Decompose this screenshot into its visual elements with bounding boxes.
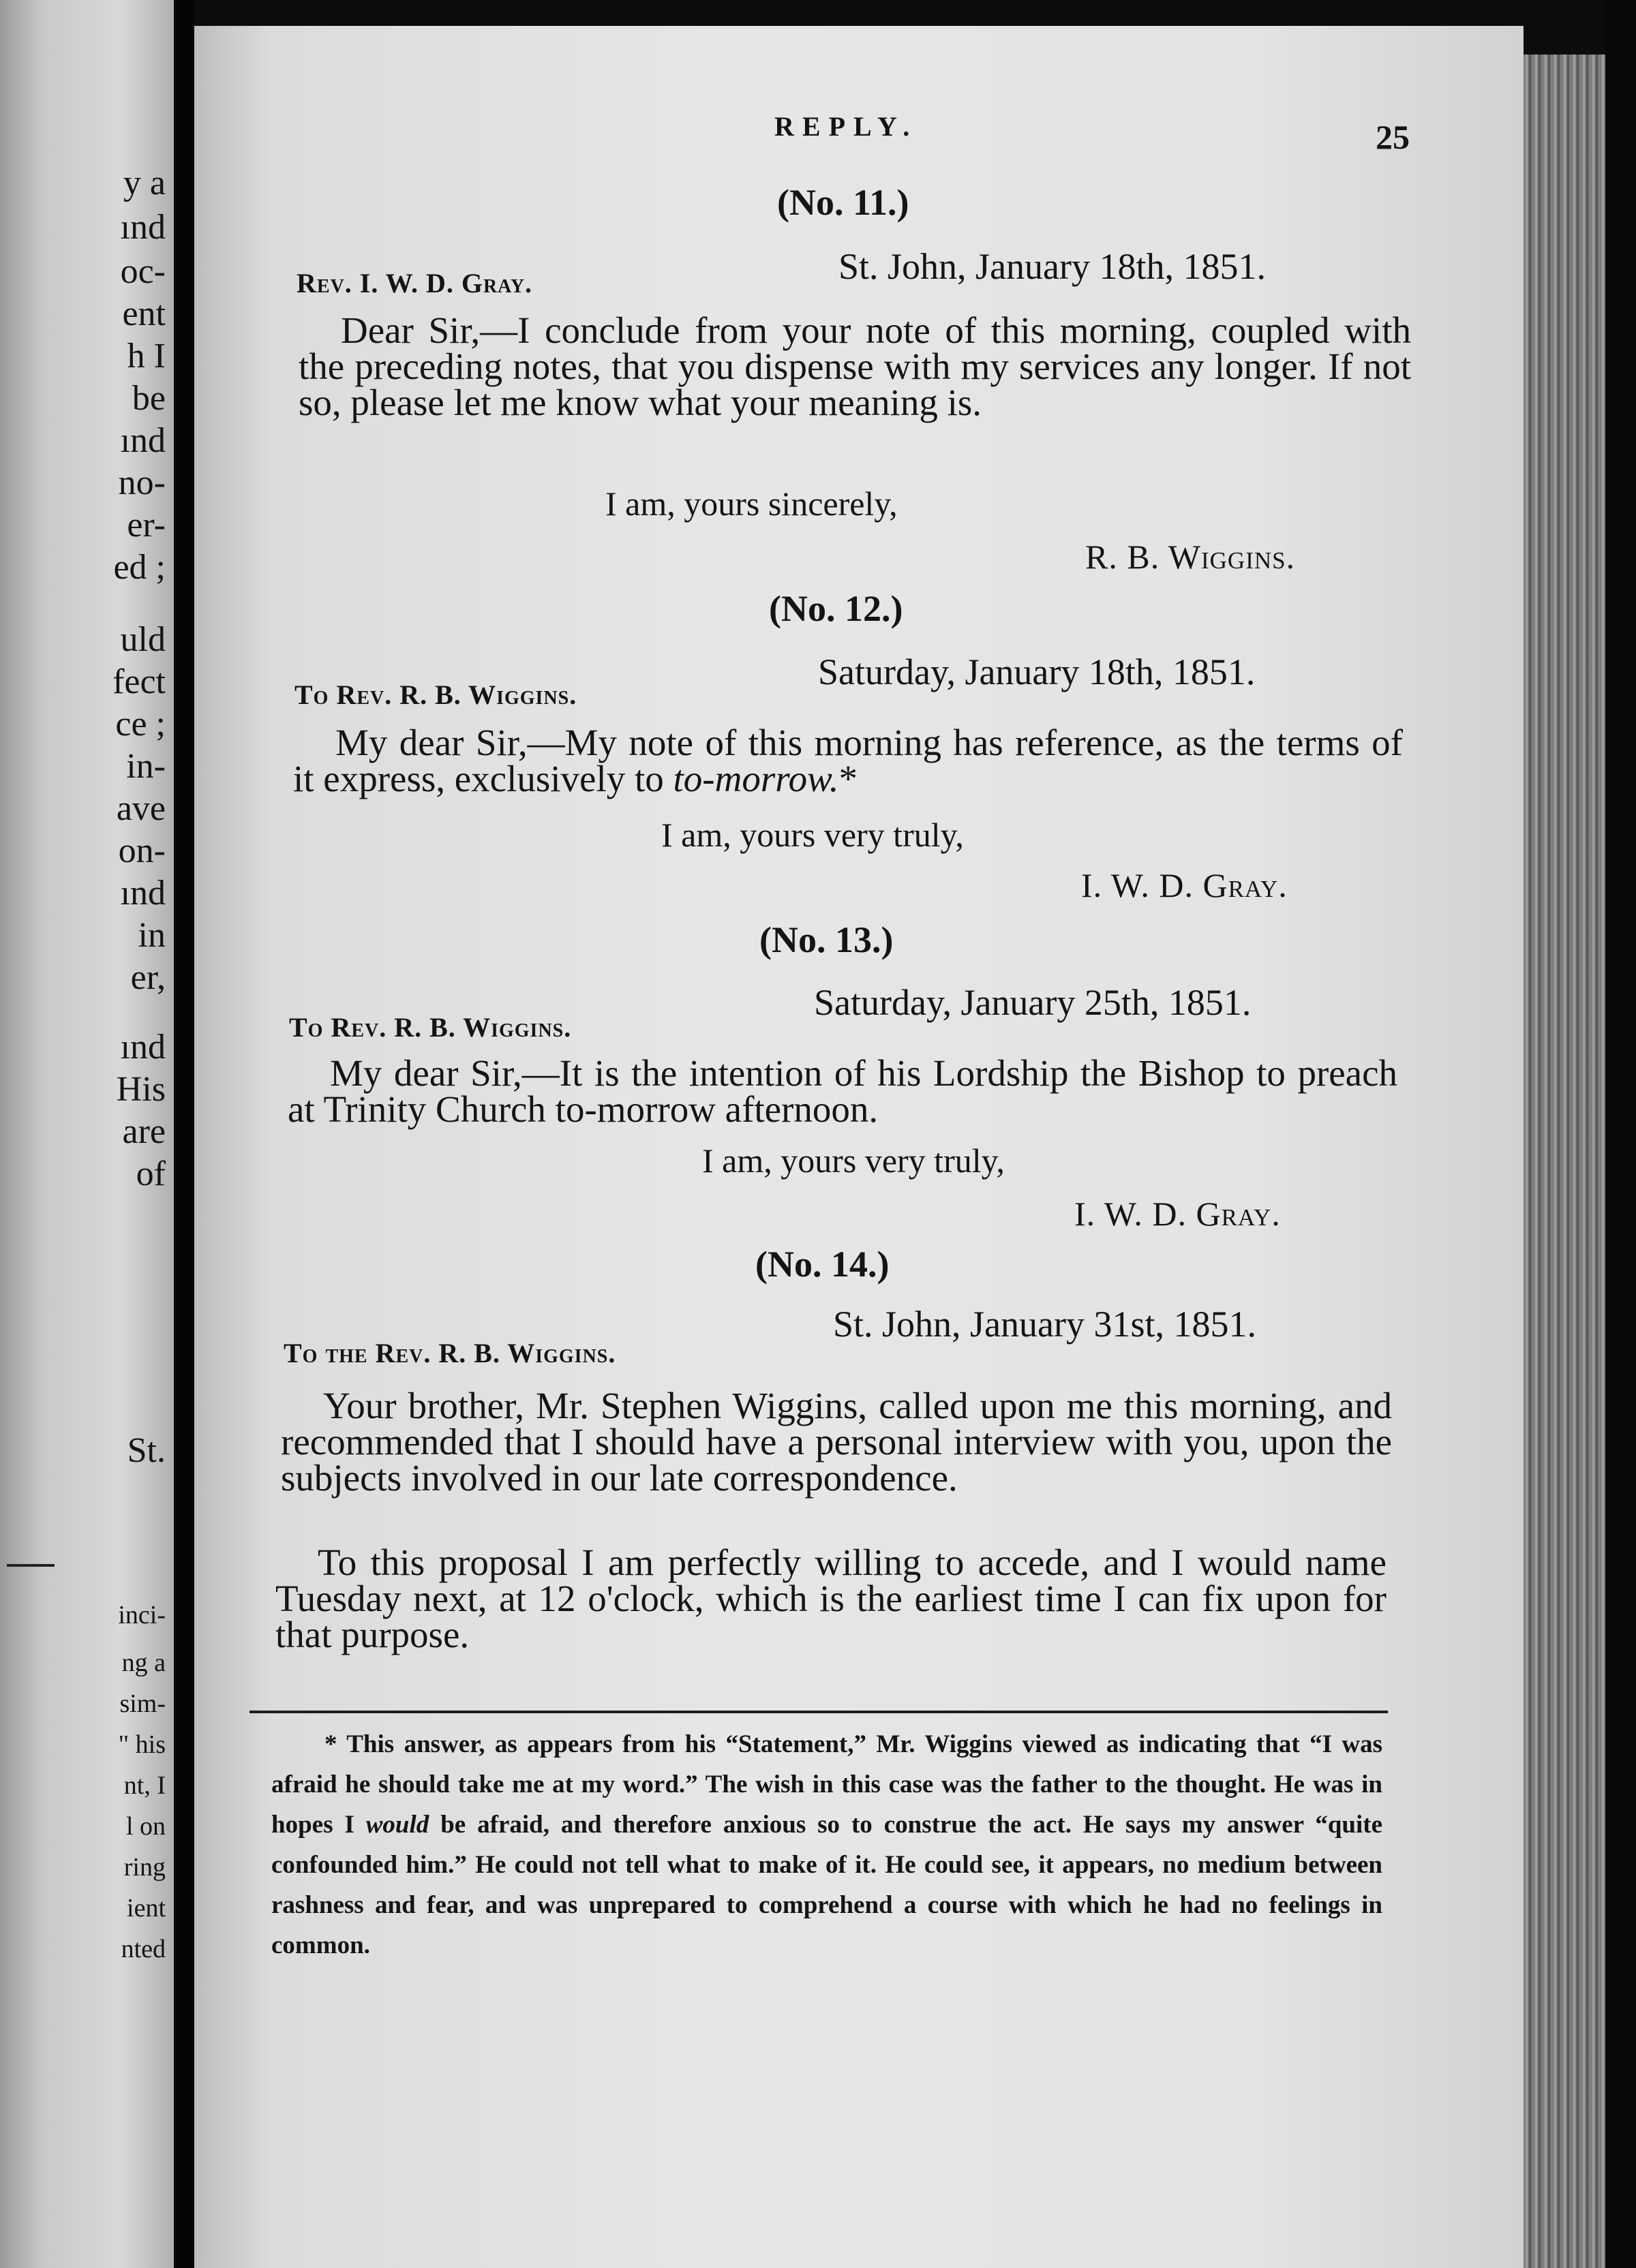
letter-addressee: Rev. I. W. D. Gray.: [297, 268, 533, 298]
letter-dateline: St. John, January 18th, 1851.: [838, 246, 1266, 287]
letter-paragraph: Your brother, Mr. Stephen Wiggins, called upon me this morning, and recommended that I should have a personal interview with you, upon the subjects involved in our late correspondence.: [281, 1385, 1392, 1499]
fragment-text: ent: [122, 294, 166, 333]
letter-number: (No. 11.): [777, 182, 909, 223]
footnote-text: be afraid, and therefore anxious so to construe the act. He says my answer “quite confounded him.” He could not tell what to make of it. He could see, it appears, no medium between rashness and fear, and was unprepared to comprehend a course with which he had no feelings in common.: [271, 1811, 1382, 1959]
letter-dateline: St. John, January 31st, 1851.: [833, 1304, 1256, 1345]
fragment-text: h I: [127, 337, 166, 376]
fragment-text: sim-: [119, 1689, 166, 1718]
footnote-marker: *: [838, 758, 858, 799]
letter-addressee: To Rev. R. B. Wiggins.: [294, 679, 577, 710]
letter-number: (No. 12.): [769, 588, 903, 629]
letter-number: (No. 13.): [759, 919, 894, 960]
fragment-text: in: [138, 916, 166, 955]
fragment-text: nt, I: [123, 1771, 166, 1800]
fragment-text: ınd: [120, 208, 166, 247]
fragment-text: no-: [118, 463, 166, 502]
paragraph-text: My dear Sir,—My note of this morning has reference, as the terms of it express, exclusively to: [293, 722, 1403, 799]
facing-page-fragment: [0, 0, 174, 2268]
fragment-text: of: [136, 1154, 166, 1193]
fragment-text: nted: [121, 1935, 166, 1963]
letter-dateline: Saturday, January 25th, 1851.: [814, 982, 1252, 1023]
letter-paragraph: [293, 724, 1403, 797]
letter-dateline: Saturday, January 18th, 1851.: [818, 652, 1256, 692]
fragment-text: ng a: [121, 1649, 166, 1677]
fragment-text: oc-: [120, 252, 166, 291]
background-edge: [1605, 0, 1636, 2268]
fragment-text: inci-: [118, 1601, 166, 1629]
fragment-text: ient: [127, 1894, 166, 1922]
page-number: 25: [1376, 118, 1410, 156]
fragment-text: ed ;: [113, 548, 166, 587]
fragment-text: ınd: [120, 421, 166, 460]
letter-signature: I. W. D. Gray.: [1074, 1195, 1281, 1233]
fragment-text: ınd: [120, 1028, 166, 1067]
fragment-text: be: [132, 379, 166, 418]
letter-addressee: To the Rev. R. B. Wiggins.: [284, 1338, 616, 1368]
fragment-text: in-: [126, 747, 166, 786]
fragment-text: ring: [123, 1853, 166, 1882]
footnote-rule: [249, 1711, 1388, 1713]
fragment-text: er,: [130, 958, 166, 997]
letter-paragraph: My dear Sir,—It is the intention of his Lordship the Bishop to preach at Trinity Church to-morrow afternoon.: [288, 1052, 1397, 1130]
fragment-text: St.: [127, 1431, 166, 1470]
letter-number: (No. 14.): [755, 1244, 890, 1285]
fragment-text: ce ;: [115, 705, 166, 744]
letter-closing: I am, yours sincerely,: [605, 485, 898, 523]
fragment-text: on-: [118, 831, 166, 870]
letter-signature: R. B. Wiggins.: [1085, 538, 1296, 576]
letter-signature: I. W. D. Gray.: [1081, 866, 1288, 904]
fragment-text: ınd: [120, 874, 166, 913]
footnote: [271, 1724, 1382, 1965]
fragment-text: fect: [112, 662, 166, 701]
footnote-text: * This answer, as appears from his “Statement,” Mr. Wiggins viewed as indicating that “I was afraid he should take me at my word.” The wish in this case was the father to the thought. He was in hopes I: [271, 1730, 1382, 1839]
fragment-text: His: [116, 1070, 166, 1109]
fragment-text: l on: [125, 1812, 166, 1841]
running-title: REPLY.: [774, 111, 918, 142]
fragment-text: " his: [118, 1730, 166, 1759]
emphasized-text: to-morrow.: [673, 758, 839, 799]
emphasized-text: would: [365, 1811, 429, 1839]
letter-paragraph: To this proposal I am perfectly willing to accede, and I would name Tuesday next, at 12 o'clock, which is the earliest time I can fix upon for that purpose.: [275, 1542, 1387, 1655]
fragment-text: are: [122, 1112, 166, 1151]
fragment-text: uld: [120, 620, 166, 659]
fragment-text: y a: [123, 164, 166, 202]
letter-closing: I am, yours very truly,: [661, 816, 964, 854]
fragment-text: er-: [127, 506, 166, 545]
page-stack-edges: [1524, 55, 1605, 2268]
letter-addressee: To Rev. R. B. Wiggins.: [289, 1012, 572, 1043]
letter-closing: I am, yours very truly,: [702, 1141, 1005, 1180]
book-gutter: [174, 0, 194, 2268]
fragment-text: ave: [116, 789, 166, 828]
letter-paragraph: Dear Sir,—I conclude from your note of this morning, coupled with the preceding notes, that you dispense with my services any longer. If not so, please let me know what your meaning is.: [299, 309, 1411, 423]
fragment-rule: [7, 1564, 55, 1567]
